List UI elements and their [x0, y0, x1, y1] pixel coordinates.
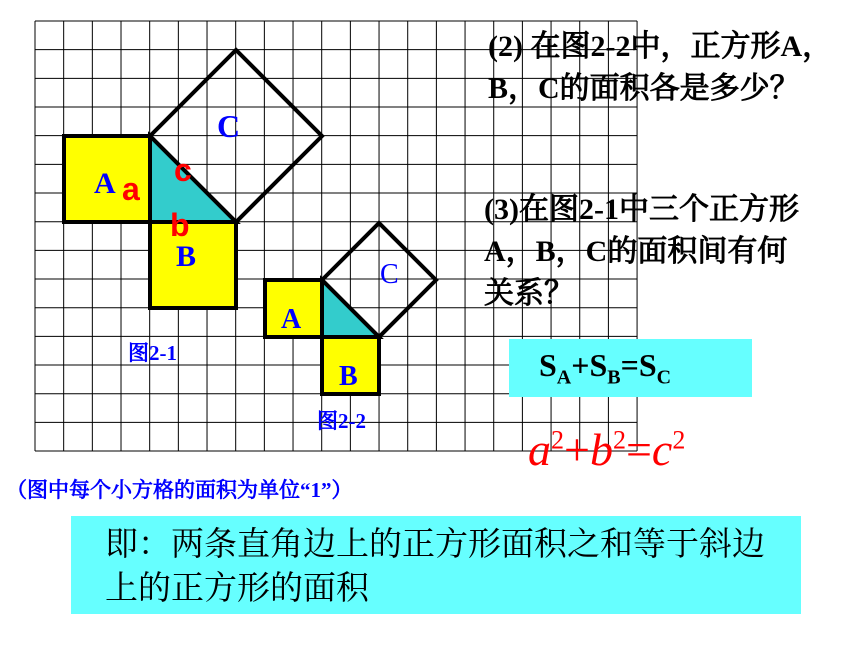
label-side-c: c — [174, 152, 192, 188]
eq-exp-a: 2 — [551, 425, 564, 455]
right-triangle-2-1 — [150, 136, 236, 222]
sub-b: B — [607, 366, 621, 389]
area-s-a: S — [539, 347, 557, 383]
unit-note: （图中每个小方格的面积为单位“1”） — [6, 478, 353, 502]
label-side-b: b — [170, 207, 190, 243]
area-s-c: S — [638, 347, 657, 383]
label-square-c-2-1: C — [217, 108, 241, 144]
conclusion-box — [71, 516, 801, 614]
caption-figure-2-2: 图2-2 — [317, 409, 366, 433]
eq-exp-c: 2 — [672, 425, 686, 455]
eq-equals: = — [625, 424, 652, 475]
sub-a: A — [556, 366, 572, 389]
pythagorean-equation — [528, 423, 685, 476]
caption-figure-2-1: 图2-1 — [128, 341, 177, 365]
question-3: (3)在图2-1中三个正方形A，B，C的面积间有何关系？ — [484, 193, 799, 310]
question-2: (2) 在图2-2中，正方形A，B，C的面积各是多少？ — [488, 30, 833, 105]
eq-b: b — [589, 424, 613, 475]
equals: = — [620, 347, 639, 383]
area-formula-box — [509, 339, 752, 397]
label-side-a: a — [122, 171, 140, 207]
eq-exp-b: 2 — [612, 425, 626, 455]
conclusion-text: 即：两条直角边上的正方形面积之和等于斜边上的正方形的面积 — [105, 524, 765, 607]
label-square-a-2-1: A — [94, 167, 116, 200]
area-formula — [539, 347, 671, 389]
label-square-c-2-2: C — [380, 259, 399, 290]
eq-c: c — [651, 424, 673, 475]
label-square-b-2-1: B — [176, 240, 197, 273]
sub-c: C — [656, 366, 672, 389]
label-square-a-2-2: A — [281, 304, 302, 335]
label-square-b-2-2: B — [339, 361, 358, 392]
area-s-b: S — [589, 347, 608, 383]
plus: + — [571, 347, 590, 383]
eq-a: a — [528, 424, 551, 475]
eq-plus: + — [564, 424, 590, 475]
